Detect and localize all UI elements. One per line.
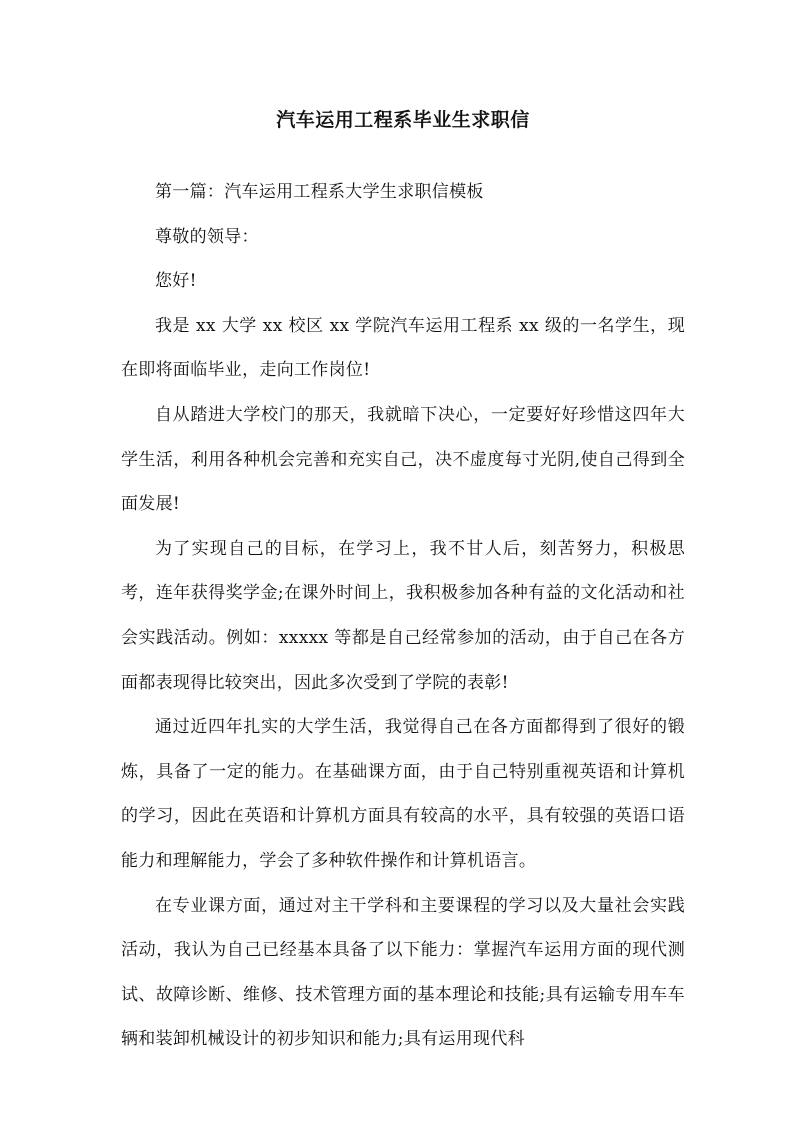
paragraph-introduction: 我是 xx 大学 xx 校区 xx 学院汽车运用工程系 xx 级的一名学生，现在即将面临毕业，走向工作岗位! [121,315,685,381]
paragraph-professional-courses: 在专业课方面，通过对主干学科和主要课程的学习以及大量社会实践活动，我认为自己已经基本具备了以下能力：掌握汽车运用方面的现代测试、故障诊断、维修、技术管理方面的基本理论和技能;具有运输专用车车辆和装卸机械设计的初步知识和能力;具有运用现代科 [121,895,685,1050]
document-title: 汽车运用工程系毕业生求职信 [276,109,530,131]
paragraph-greeting: 您好! [155,271,197,292]
paragraph-resolution: 自从踏进大学校门的那天，我就暗下决心，一定要好好珍惜这四年大学生活，利用各种机会完善和充实自己，决不虚度每寸光阴,使自己得到全面发展! [121,404,685,515]
paragraph-salutation: 尊敬的领导： [155,226,259,247]
paragraph-section-heading: 第一篇：汽车运用工程系大学生求职信模板 [155,182,484,202]
paragraph-activities: 为了实现自己的目标，在学习上，我不甘人后，刻苦努力，积极思考，连年获得奖学金;在课外时间上，我积极参加各种有益的文化活动和社会实践活动。例如：xxxxx 等都是自己经常参加的活动，由于自己在各方面都表现得比较突出，因此多次受到了学院的表彰! [121,538,685,693]
document-body [121,170,685,1062]
paragraph-basic-courses: 通过近四年扎实的大学生活，我觉得自己在各方面都得到了很好的锻炼，具备了一定的能力。在基础课方面，由于自己特别重视英语和计算机的学习，因此在英语和计算机方面具有较高的水平，具有较强的英语口语能力和理解能力，学会了多种软件操作和计算机语言。 [121,717,685,871]
